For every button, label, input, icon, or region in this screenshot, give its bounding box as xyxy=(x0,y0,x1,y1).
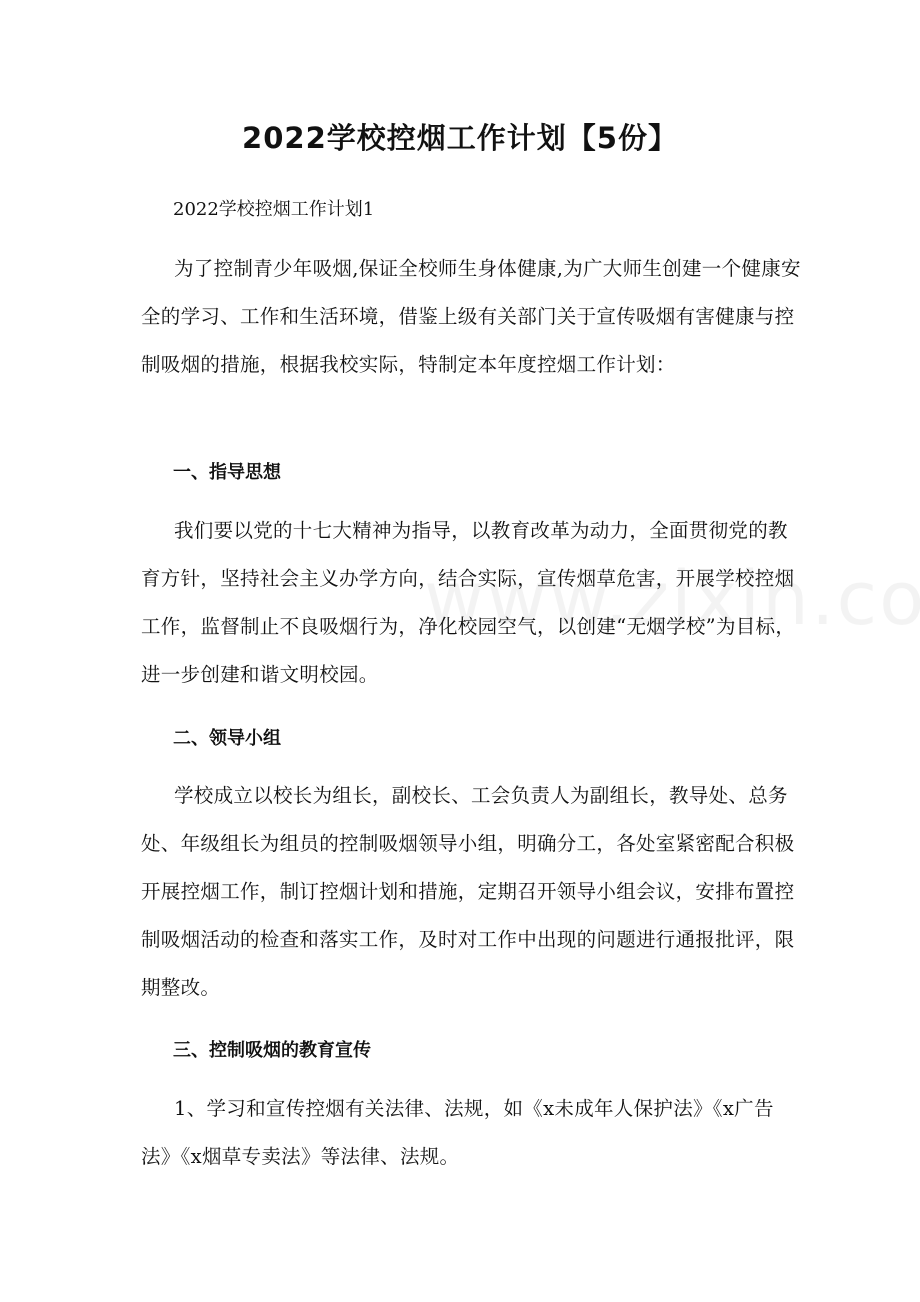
section-heading-leadership-group: 二、领导小组 xyxy=(173,728,281,749)
document-subtitle: 2022学校控烟工作计划1 xyxy=(173,199,375,220)
section-body-education-publicity: 1、学习和宣传控烟有关法律、法规，如《x未成年人保护法》《x广告法》《x烟草专卖法》等法律、法规。 xyxy=(141,1097,774,1168)
section-body-leadership-group: 学校成立以校长为组长，副校长、工会负责人为副组长，教导处、总务处、年级组长为组员的控制吸烟领导小组，明确分工，各处室紧密配合积极开展控烟工作，制订控烟计划和措施，定期召开领导小组会议，安排布置控制吸烟活动的检查和落实工作，及时对工作中出现的问题进行通报批评，限期整改。 xyxy=(141,784,795,999)
intro-paragraph: 为了控制青少年吸烟,保证全校师生身体健康,为广大师生创建一个健康安全的学习、工作和生活环境，借鉴上级有关部门关于宣传吸烟有害健康与控制吸烟的措施，根据我校实际，特制定本年度控烟工作计划： xyxy=(141,257,801,376)
section-heading-guiding-ideology: 一、指导思想 xyxy=(173,462,281,483)
document-title: 2022学校控烟工作计划【5份】 xyxy=(242,121,678,155)
section-heading-education-publicity: 三、控制吸烟的教育宣传 xyxy=(173,1040,371,1061)
section-body-guiding-ideology: 我们要以党的十七大精神为指导，以教育改革为动力，全面贯彻党的教育方针，坚持社会主义办学方向，结合实际，宣传烟草危害，开展学校控烟工作，监督制止不良吸烟行为，净化校园空气，以创建“无烟学校”为目标，进一步创建和谐文明校园。 xyxy=(141,519,796,686)
